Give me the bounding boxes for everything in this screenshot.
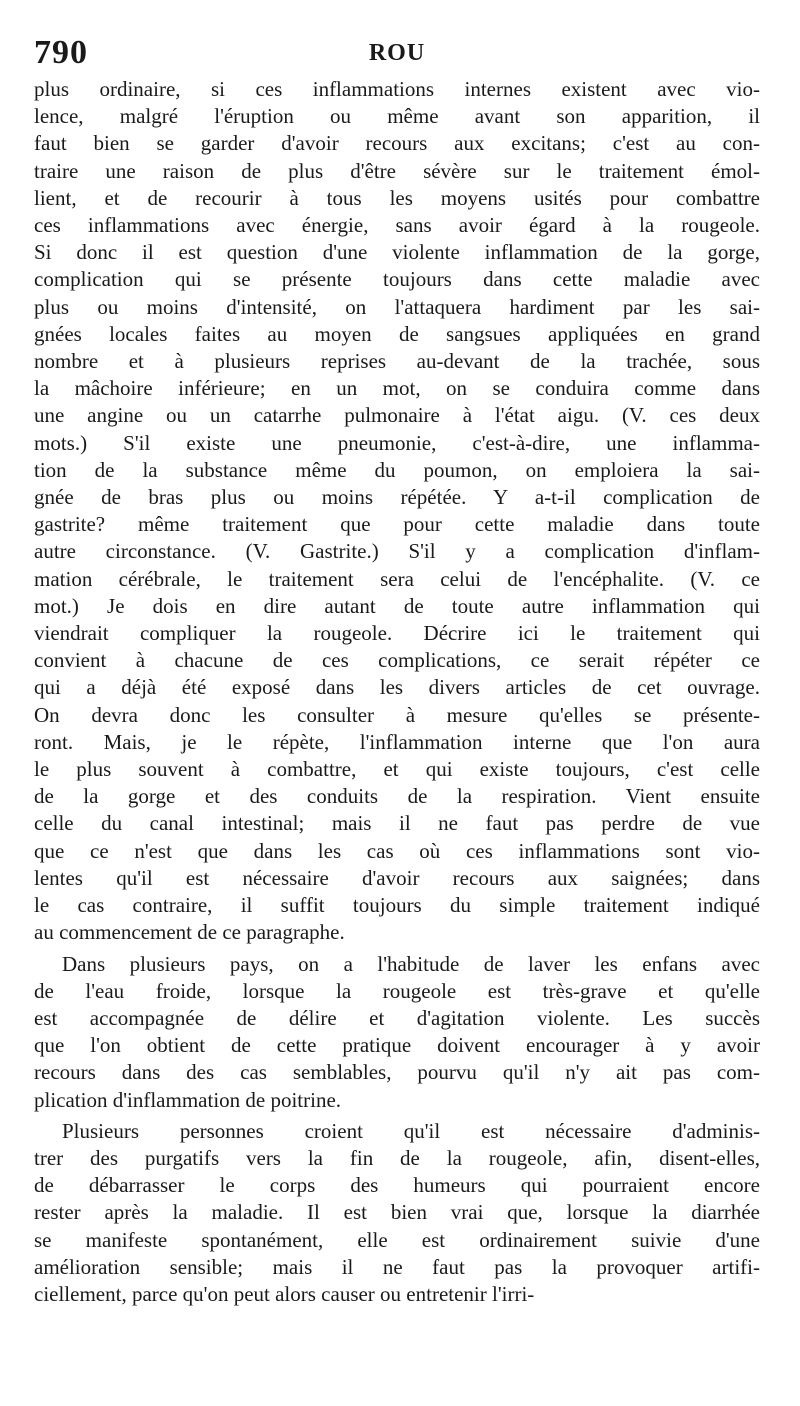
- text-line: convient à chacune de ces complications, ce serait répéter ce: [34, 648, 760, 673]
- text-line: mot.) Je dois en dire autant de toute autre inflammation qui: [34, 593, 760, 618]
- text-line: de débarrasser le corps des humeurs qui pourraient encore: [34, 1173, 760, 1198]
- text-line: se manifeste spontanément, elle est ordinairement suivie d'une: [34, 1227, 760, 1252]
- text-line: gnée de bras plus ou moins répétée. Y a-t-il complication de: [34, 485, 760, 510]
- page-number: 790: [34, 34, 88, 71]
- text-line: que l'on obtient de cette pratique doivent encourager à y avoir: [34, 1033, 760, 1058]
- text-line: qui a déjà été exposé dans les divers articles de cet ouvrage.: [34, 675, 760, 700]
- text-line: recours dans des cas semblables, pourvu qu'il n'y ait pas com-: [34, 1060, 760, 1085]
- text-line: au commencement de ce paragraphe.: [34, 920, 345, 945]
- text-line: gastrite? même traitement que pour cette maladie dans toute: [34, 512, 760, 537]
- text-line: mation cérébrale, le traitement sera celui de l'encéphalite. (V. ce: [34, 566, 760, 591]
- text-line: que ce n'est que dans les cas où ces inflammations sont vio-: [34, 838, 760, 863]
- text-line: Si donc il est question d'une violente inflammation de la gorge,: [34, 240, 760, 265]
- page-header: [34, 30, 760, 86]
- text-line: lence, malgré l'éruption ou même avant son apparition, il: [34, 104, 760, 129]
- text-line: plus ordinaire, si ces inflammations internes existent avec vio-: [34, 77, 760, 101]
- text-line: tion de la substance même du poumon, on emploiera la sai-: [34, 457, 760, 482]
- text-line: traire une raison de plus d'être sévère sur le traitement émol-: [34, 158, 760, 183]
- text-line: la mâchoire inférieure; en un mot, on se conduira comme dans: [34, 376, 760, 401]
- text-line: complication qui se présente toujours dans cette maladie avec: [34, 267, 760, 292]
- text-line: viendrait compliquer la rougeole. Décrire ici le traitement qui: [34, 621, 760, 646]
- text-line: nombre et à plusieurs reprises au-devant de la trachée, sous: [34, 349, 760, 374]
- text-line: plication d'inflammation de poitrine.: [34, 1087, 342, 1112]
- paragraph: [34, 1118, 760, 1308]
- text-line: mots.) S'il existe une pneumonie, c'est-à-dire, une inflamma-: [34, 430, 760, 455]
- text-line: trer des purgatifs vers la fin de la rougeole, afin, disent-elles,: [34, 1145, 760, 1170]
- text-line: lient, et de recourir à tous les moyens usités pour combattre: [34, 185, 760, 210]
- text-line: ront. Mais, je le répète, l'inflammation interne que l'on aura: [34, 729, 760, 754]
- text-line: rester après la maladie. Il est bien vrai que, lorsque la diarrhée: [34, 1200, 760, 1225]
- text-line: celle du canal intestinal; mais il ne faut pas perdre de vue: [34, 811, 760, 836]
- text-line: le plus souvent à combattre, et qui existe toujours, c'est celle: [34, 757, 760, 782]
- text-line: autre circonstance. (V. Gastrite.) S'il y a complication d'inflam-: [34, 539, 760, 564]
- text-line: de l'eau froide, lorsque la rougeole est très-grave et qu'elle: [34, 978, 760, 1003]
- text-line: ciellement, parce qu'on peut alors causer ou entretenir l'irri-: [34, 1281, 535, 1306]
- paragraph: [34, 951, 760, 1114]
- text-line: le cas contraire, il suffit toujours du simple traitement indiqué: [34, 893, 760, 918]
- running-head: ROU: [368, 40, 426, 66]
- text-line: plus ou moins d'intensité, on l'attaquera hardiment par les sai-: [34, 294, 760, 319]
- text-line: lentes qu'il est nécessaire d'avoir recours aux saignées; dans: [34, 865, 760, 890]
- body-text: [34, 76, 760, 1308]
- text-line: Plusieurs personnes croient qu'il est nécessaire d'adminis-: [62, 1118, 760, 1143]
- text-line: une angine ou un catarrhe pulmonaire à l'état aigu. (V. ces deux: [34, 403, 760, 428]
- text-line: est accompagnée de délire et d'agitation violente. Les succès: [34, 1005, 760, 1030]
- text-line: gnées locales faites au moyen de sangsues appliquées en grand: [34, 321, 760, 346]
- text-line: On devra donc les consulter à mesure qu'elles se présente-: [34, 702, 760, 727]
- text-line: amélioration sensible; mais il ne faut pas la provoquer artifi-: [34, 1254, 760, 1279]
- text-line: Dans plusieurs pays, on a l'habitude de laver les enfans avec: [62, 951, 760, 976]
- text-line: faut bien se garder d'avoir recours aux excitans; c'est au con-: [34, 131, 760, 156]
- paragraph: [34, 76, 760, 947]
- text-line: de la gorge et des conduits de la respiration. Vient ensuite: [34, 784, 760, 809]
- text-line: ces inflammations avec énergie, sans avoir égard à la rougeole.: [34, 213, 760, 238]
